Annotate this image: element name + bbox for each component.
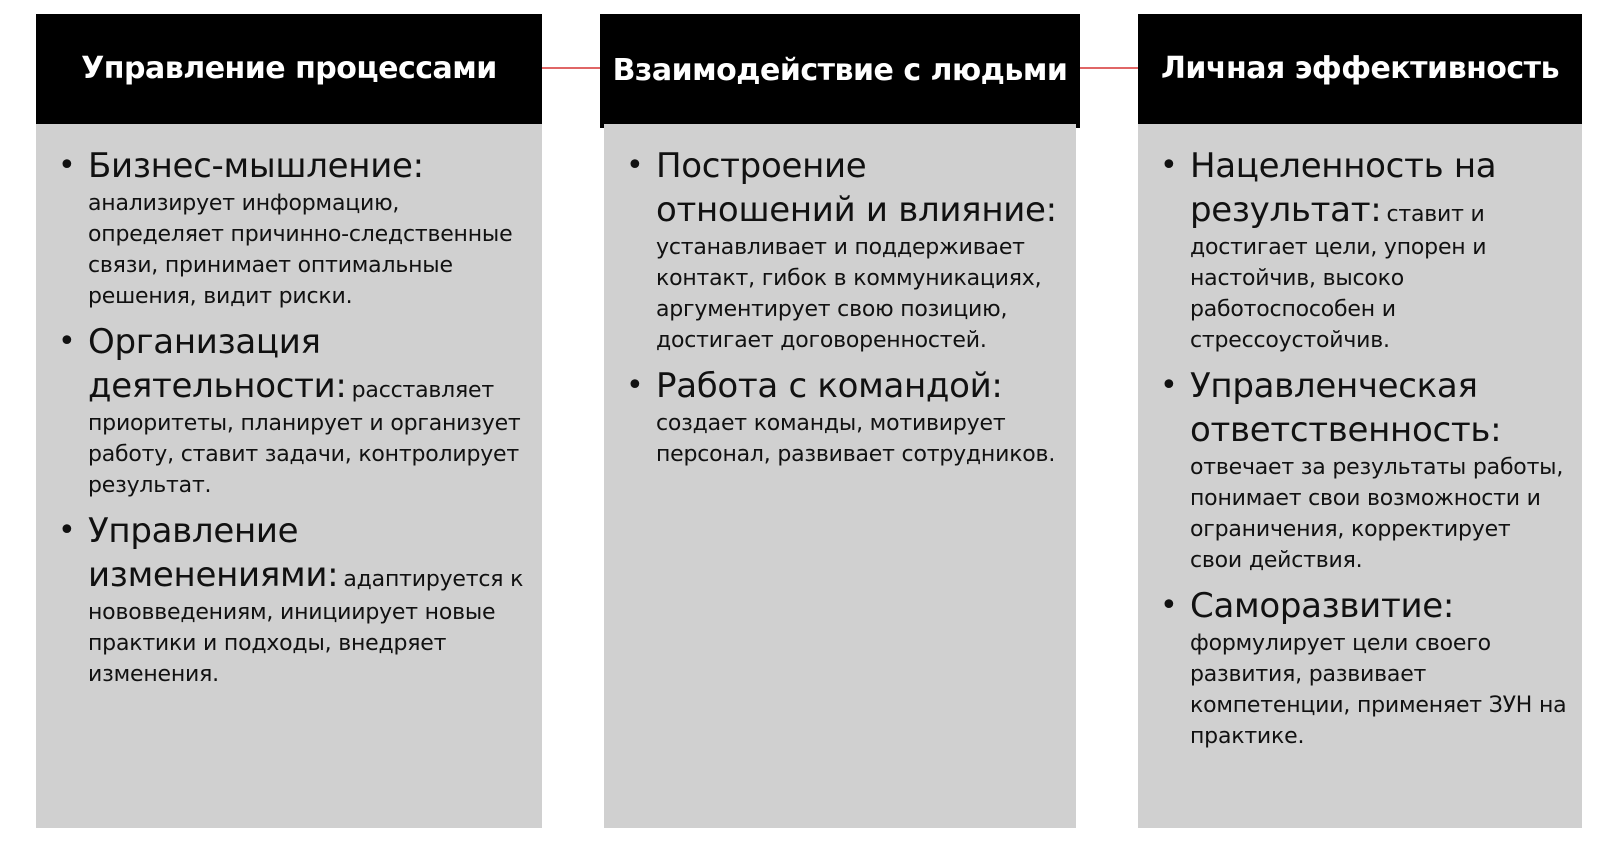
item-description: ставит и достигает цели, упорен и настойчив, высоко работоспособен и стрессоустойчив. xyxy=(1190,202,1487,353)
list-item xyxy=(1160,364,1568,576)
item-title: Бизнес-мышление: xyxy=(88,146,424,186)
item-description: анализирует информацию, определяет причинно-следственные связи, принимает оптимальные решения, видит риски. xyxy=(88,191,513,309)
bullet-icon: • xyxy=(1160,588,1178,623)
column-body xyxy=(1138,124,1582,828)
item-title: Управление изменениями: xyxy=(88,511,339,595)
competency-list xyxy=(626,144,1062,470)
column-header xyxy=(600,14,1080,128)
column-process-management xyxy=(36,14,542,828)
column-header xyxy=(1138,14,1582,124)
item-title: Управленческая ответственность: xyxy=(1190,366,1502,450)
column-title: Взаимодействие с людьми xyxy=(612,53,1068,88)
column-header xyxy=(36,14,542,124)
column-body xyxy=(36,124,542,828)
column-title: Управление процессами xyxy=(81,51,497,86)
item-title: Работа с командой: xyxy=(656,366,1003,406)
item-description: формулирует цели своего развития, развивает компетенции, применяет ЗУН на практике. xyxy=(1190,631,1567,749)
column-people-interaction xyxy=(600,14,1080,828)
item-description: создает команды, мотивирует персонал, развивает сотрудников. xyxy=(656,411,1056,467)
item-title: Построение отношений и влияние: xyxy=(656,146,1057,230)
competency-list xyxy=(1160,144,1568,752)
bullet-icon: • xyxy=(58,148,76,183)
list-item xyxy=(58,144,528,312)
column-personal-effectiveness xyxy=(1138,14,1582,828)
list-item xyxy=(1160,584,1568,752)
bullet-icon: • xyxy=(1160,368,1178,403)
column-title: Личная эффективность xyxy=(1160,51,1560,86)
connector-line-2 xyxy=(1078,67,1138,69)
list-item xyxy=(626,364,1062,470)
list-item xyxy=(626,144,1062,356)
item-description: устанавливает и поддерживает контакт, гибок в коммуникациях, аргументирует свою позицию, достигает договоренностей. xyxy=(656,235,1042,353)
item-description: адаптируется к нововведениям, инициирует новые практики и подходы, внедряет изменения. xyxy=(88,567,524,687)
item-description: отвечает за результаты работы, понимает свои возможности и ограничения, корректирует свои действия. xyxy=(1190,455,1564,573)
item-title: Нацеленность на результат: xyxy=(1190,146,1497,230)
item-description: расставляет приоритеты, планирует и организует работу, ставит задачи, контролирует результат. xyxy=(88,378,521,498)
item-title: Организация деятельности: xyxy=(88,322,347,406)
column-body xyxy=(604,124,1076,828)
competency-list xyxy=(58,144,528,690)
item-title: Саморазвитие: xyxy=(1190,586,1455,626)
bullet-icon: • xyxy=(626,368,644,403)
connector-line-1 xyxy=(540,67,600,69)
bullet-icon: • xyxy=(58,513,76,548)
bullet-icon: • xyxy=(626,148,644,183)
list-item xyxy=(58,509,528,690)
list-item xyxy=(1160,144,1568,356)
bullet-icon: • xyxy=(58,324,76,359)
list-item xyxy=(58,320,528,501)
bullet-icon: • xyxy=(1160,148,1178,183)
